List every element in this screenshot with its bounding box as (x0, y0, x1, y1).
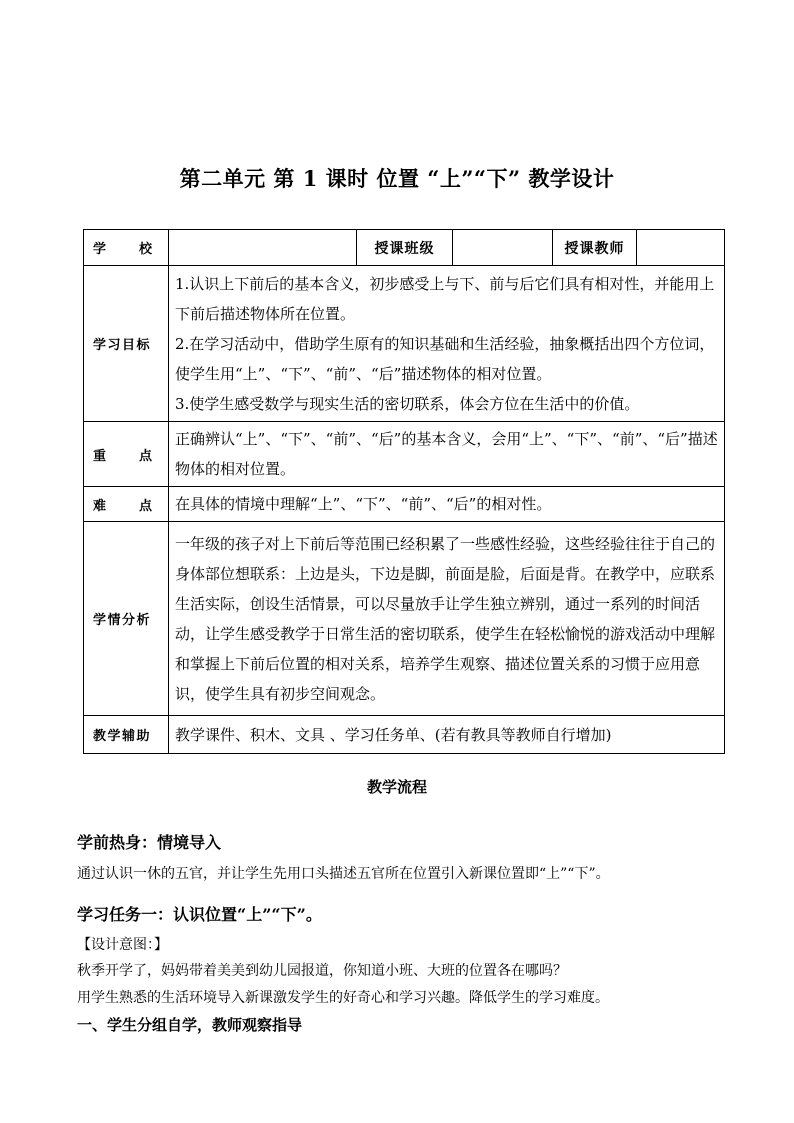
step1-heading: 一、学生分组自学，教师观察指导 (77, 1016, 303, 1034)
difficulty-label (84, 495, 168, 514)
difficulty-label-char-2: 点 (138, 498, 152, 514)
key-content: 正确辨认“上”、“下”、“前”、“后”的基本含义，会用“上”、“下”、“前”、“后”描述物体的相对位置。 (169, 422, 725, 487)
key-label-cell (84, 422, 169, 487)
school-label (84, 238, 168, 257)
school-label-char-2: 校 (138, 242, 152, 257)
difficulty-content: 在具体的情境中理解“上”、“下”、“前”、“后”的相对性。 (169, 487, 725, 522)
goal-item: 3.使学生感受数学与现实生活的密切联系，体会方位在生活中的价值。 (175, 394, 640, 413)
intro-line-1: 秋季开学了，妈妈带着美美到幼儿园报道，你知道小班、大班的位置各在哪吗？ (77, 963, 567, 979)
aids-label: 教学辅助 (93, 729, 152, 744)
school-label-char-1: 学 (93, 242, 107, 257)
goals-content (169, 266, 725, 422)
aids-row (84, 716, 725, 754)
key-label-char-2: 点 (138, 448, 152, 464)
key-label (84, 445, 168, 464)
analysis-row (84, 522, 725, 716)
school-value-cell[interactable] (169, 230, 357, 266)
key-row (84, 422, 725, 487)
aids-label-cell (84, 716, 169, 754)
goals-label: 学习目标 (93, 338, 152, 353)
document-title: 第二单元 第 1 课时 位置 “上”“下” 教学设计 (179, 166, 615, 191)
difficulty-label-cell (84, 487, 169, 522)
goals-row (84, 266, 725, 422)
warmup-text: 通过认识一休的五官，并让学生先用口头描述五官所在位置引入新课位置即“上”“下”。 (77, 866, 610, 882)
teacher-value-cell[interactable] (637, 230, 725, 266)
school-label-cell (84, 230, 169, 266)
analysis-content: 一年级的孩子对上下前后等范围已经积累了一些感性经验，这些经验往往于自己的身体部位想联系：上边是头，下边是脚，前面是脸，后面是背。在教学中，应联系生活实际，创设生活情景，可以尽量放手让学生独立辨别，通过一系列的时间活动，让学生感受教学于日常生活的密切联系，使学生在轻松愉悦的游戏活动中理解和掌握上下前后位置的相对关系，培养学生观察、描述位置关系的习惯于应用意识，使学生具有初步空间观念。 (169, 522, 725, 716)
goals-label-cell (84, 266, 169, 422)
lesson-info-table (83, 229, 725, 754)
task1-heading: 学习任务一：认识位置“上”“下”。 (77, 905, 322, 924)
analysis-label-cell (84, 522, 169, 716)
goal-item: 2.在学习活动中，借助学生原有的知识基础和生活经验，抽象概括出四个方位词，使学生用“上”、“下”、“前”、“后”描述物体的相对位置。 (175, 334, 715, 383)
intro-line-2: 用学生熟悉的生活环境导入新课激发学生的好奇心和学习兴趣。降低学生的学习难度。 (77, 990, 609, 1006)
key-label-char-1: 重 (93, 448, 107, 464)
goal-item: 1.认识上下前后的基本含义，初步感受上与下、前与后它们具有相对性，并能用上下前后描述物体所在位置。 (175, 274, 715, 323)
analysis-label: 学情分析 (93, 613, 152, 628)
flow-title: 教学流程 (366, 778, 427, 796)
class-value-cell[interactable] (453, 230, 553, 266)
difficulty-label-char-1: 难 (93, 498, 107, 514)
design-intent-label: 【设计意图：】 (77, 937, 168, 953)
warmup-heading: 学前热身：情境导入 (77, 833, 222, 852)
aids-content: 教学课件、积木、文具 、学习任务单、(若有教具等教师自行增加) (169, 716, 725, 754)
difficulty-row (84, 487, 725, 522)
class-label-cell: 授课班级 (357, 230, 453, 266)
header-row (84, 230, 725, 266)
teacher-label-cell: 授课教师 (553, 230, 637, 266)
